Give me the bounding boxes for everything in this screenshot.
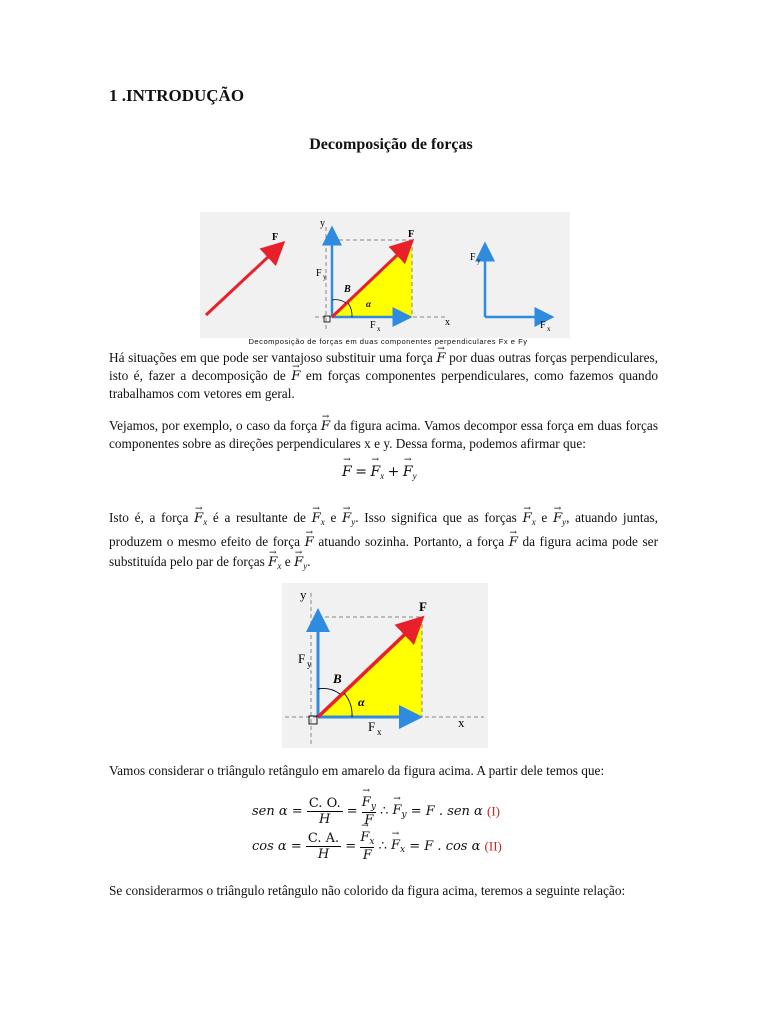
equation-cos: cos α = $\frac{C. A.}{H}$ = → $\frac{F_x}{F}$ ∴ → $F_x = F$ . cos α (II) <box>252 830 502 863</box>
label-f: F <box>272 232 279 243</box>
section-heading: 1 .INTRODUÇÃO <box>109 86 245 105</box>
paragraph-5: Se considerarmos o triângulo retângulo não colorido da figura acima, teremos a seguinte relação: <box>109 883 626 898</box>
svg-text:B: B <box>344 284 351 295</box>
svg-text:F: F <box>298 651 306 666</box>
svg-text:F: F <box>370 320 376 331</box>
svg-text:F: F <box>540 320 546 331</box>
svg-text:α: α <box>358 695 365 709</box>
decomposition-figure <box>200 212 570 338</box>
svg-text:F: F <box>408 229 415 240</box>
svg-text:F: F <box>470 252 476 263</box>
svg-text:y: y <box>307 659 312 669</box>
svg-text:y: y <box>323 273 327 281</box>
paragraph-4: Vamos considerar o triângulo retângulo em amarelo da figura acima. A partir dele temos que: <box>109 763 605 778</box>
svg-text:x: x <box>547 325 551 333</box>
svg-text:y: y <box>320 218 325 229</box>
vector-f: → F <box>436 350 445 367</box>
page-title: Decomposição de forças <box>309 136 473 153</box>
svg-text:F: F <box>368 719 376 734</box>
svg-text:F: F <box>316 268 322 279</box>
svg-text:B: B <box>333 671 342 686</box>
paragraph-3: Isto é, a força → $F_x$ é a resultante de → $F_x$ $e \to F_y$. Isso significa que as forças → $F_x$ $e \to F_y$, atuando juntas, produzem o mesmo efeito de força → F atuando sozinha. Portanto, a força → F da figura acima pode ser substituída pelo par de forças → $F_x$ $e \to F_y$. <box>109 508 658 576</box>
figure-caption: Decomposição de forças em duas componentes perpendiculares Fx e Fy <box>248 337 528 346</box>
svg-text:y: y <box>300 587 307 602</box>
svg-text:y: y <box>477 257 481 265</box>
svg-text:x: x <box>377 727 382 737</box>
svg-text:x: x <box>445 317 450 328</box>
paragraph-2: Vejamos, por exemplo, o caso da força → F da figura acima. Vamos decompor essa força em duas forças componentes sobre as direções perpendiculares x e y. Dessa forma, podemos afirmar que: <box>109 417 658 452</box>
svg-text:x: x <box>377 325 381 333</box>
paragraph-1: Há situações em que pode ser vantajoso substituir uma força → F por duas outras forças perpendiculares, isto é, fazer a decomposição de → F em forças componentes perpendiculares, como fazemos quando trabalhamos com vetores em geral. <box>109 349 658 402</box>
equation-sen: sen α = $\frac{C. O.}{H}$ = → $\frac{F_y}{F}$ ∴ → $F_y = F$ . sen α (I) <box>252 795 500 828</box>
svg-text:F: F <box>419 599 427 614</box>
equation-resultant: → F = → $F_x$ + → $F_y$ <box>342 464 417 481</box>
svg-text:x: x <box>458 715 465 730</box>
svg-text:α: α <box>366 299 371 309</box>
triangle-figure <box>282 583 488 748</box>
